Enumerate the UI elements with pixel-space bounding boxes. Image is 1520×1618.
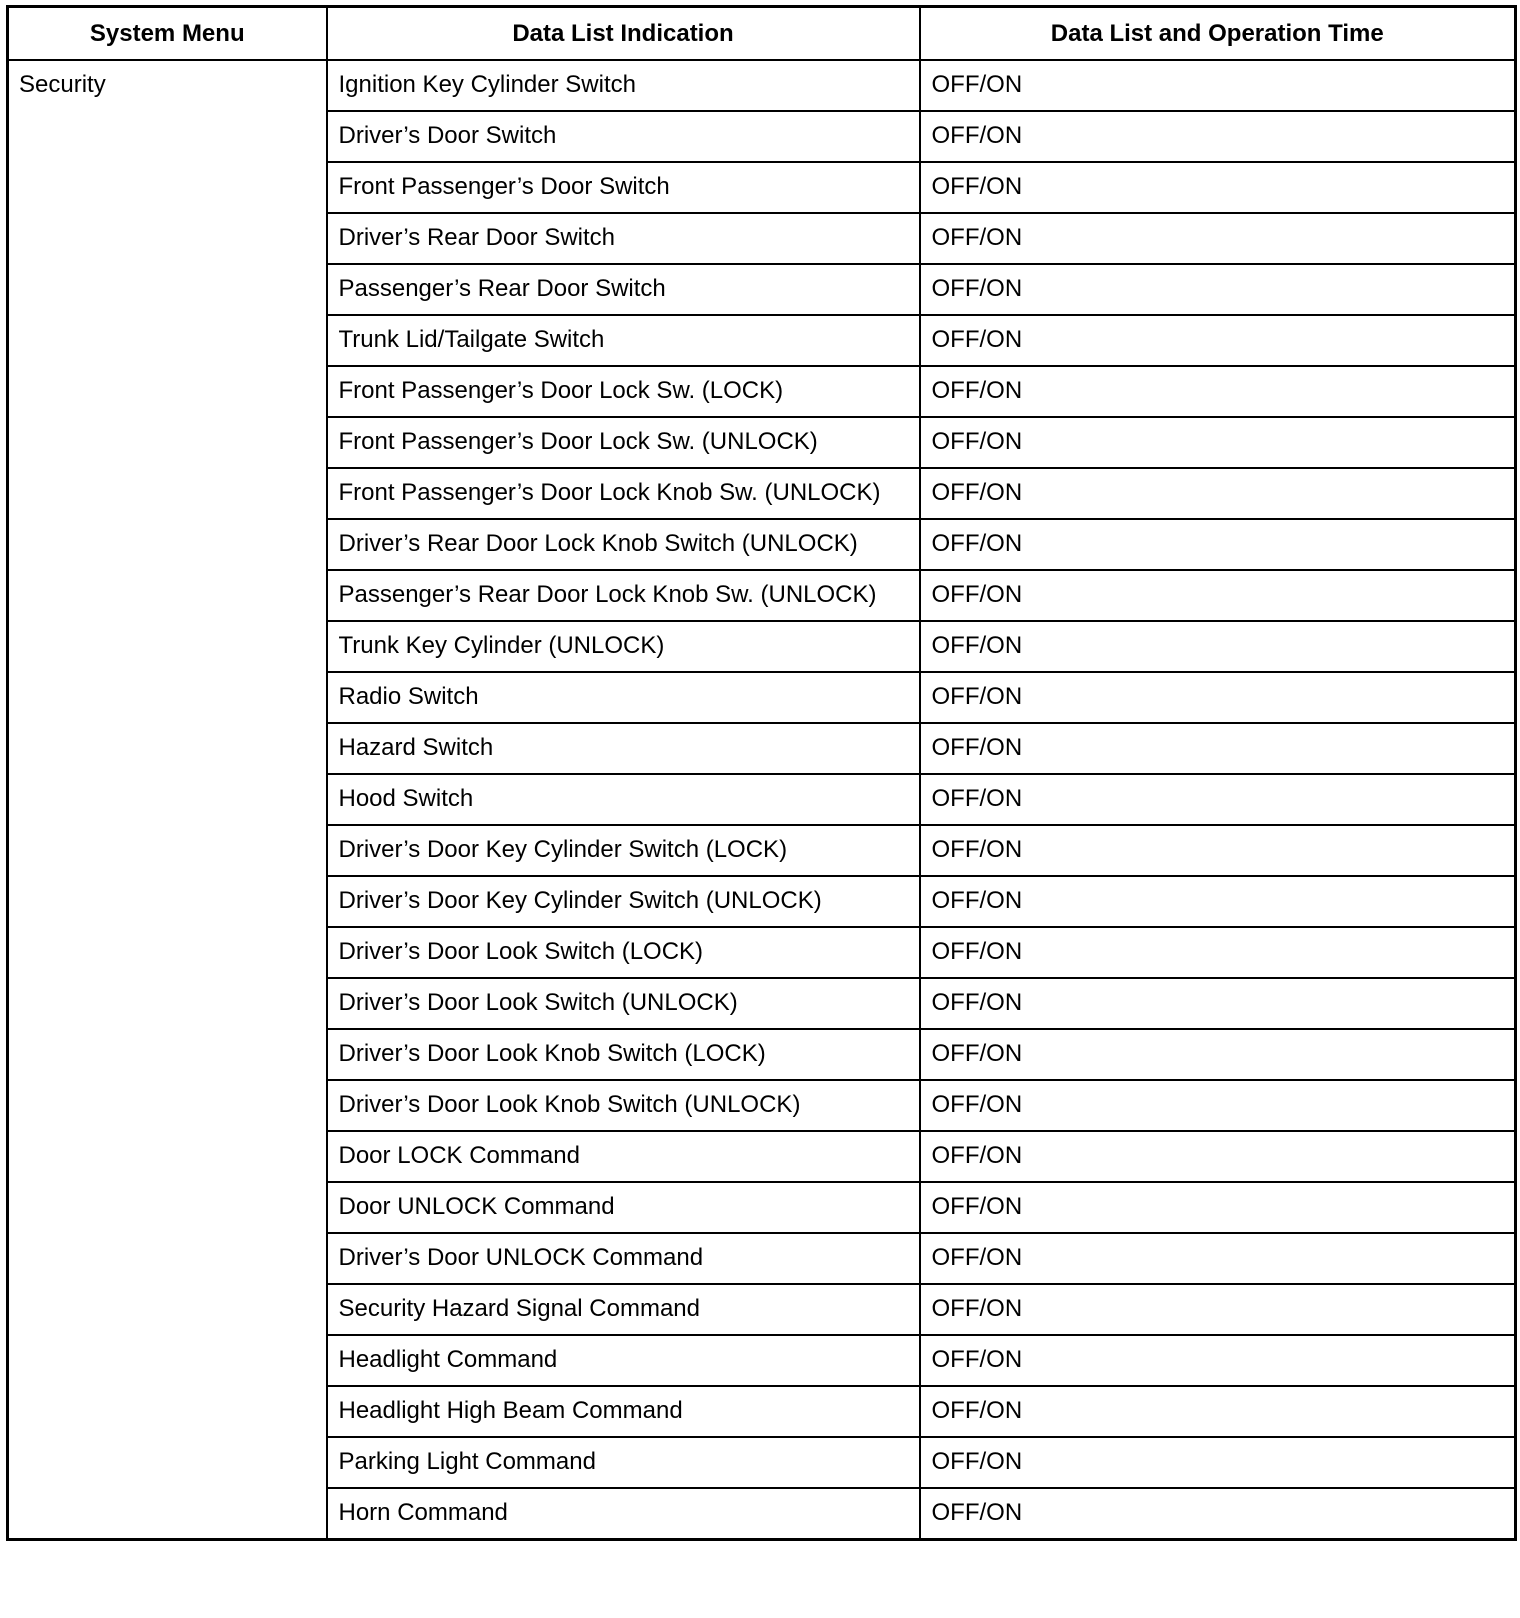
operation-value-cell: OFF/ON: [920, 1233, 1516, 1284]
operation-value-cell: OFF/ON: [920, 366, 1516, 417]
operation-value-cell: OFF/ON: [920, 774, 1516, 825]
operation-value-cell: OFF/ON: [920, 1029, 1516, 1080]
data-list-indication-cell: Security Hazard Signal Command: [327, 1284, 920, 1335]
header-system-menu: System Menu: [8, 7, 327, 61]
operation-value-cell: OFF/ON: [920, 825, 1516, 876]
data-list-indication-cell: Front Passenger’s Door Switch: [327, 162, 920, 213]
header-row: [8, 7, 1516, 61]
operation-value-cell: OFF/ON: [920, 111, 1516, 162]
data-list-indication-cell: Hood Switch: [327, 774, 920, 825]
operation-value-cell: OFF/ON: [920, 60, 1516, 111]
data-list-indication-cell: Passenger’s Rear Door Switch: [327, 264, 920, 315]
operation-value-cell: OFF/ON: [920, 315, 1516, 366]
data-list-indication-cell: Passenger’s Rear Door Lock Knob Sw. (UNLOCK): [327, 570, 920, 621]
data-list-indication-cell: Door UNLOCK Command: [327, 1182, 920, 1233]
system-menu-cell: Security: [8, 60, 327, 1539]
operation-value-cell: OFF/ON: [920, 162, 1516, 213]
data-list-indication-cell: Parking Light Command: [327, 1437, 920, 1488]
data-list-indication-cell: Driver’s Door Look Switch (UNLOCK): [327, 978, 920, 1029]
operation-value-cell: OFF/ON: [920, 672, 1516, 723]
header-data-list-indication: Data List Indication: [327, 7, 920, 61]
operation-value-cell: OFF/ON: [920, 519, 1516, 570]
header-data-list-operation-time: Data List and Operation Time: [920, 7, 1516, 61]
operation-value-cell: OFF/ON: [920, 1182, 1516, 1233]
data-list-indication-cell: Driver’s Door Look Switch (LOCK): [327, 927, 920, 978]
data-list-indication-cell: Hazard Switch: [327, 723, 920, 774]
data-list-indication-cell: Driver’s Door Switch: [327, 111, 920, 162]
data-list-indication-cell: Radio Switch: [327, 672, 920, 723]
data-list-indication-cell: Driver’s Rear Door Switch: [327, 213, 920, 264]
data-list-indication-cell: Headlight High Beam Command: [327, 1386, 920, 1437]
operation-value-cell: OFF/ON: [920, 1437, 1516, 1488]
operation-value-cell: OFF/ON: [920, 1335, 1516, 1386]
data-list-indication-cell: Front Passenger’s Door Lock Knob Sw. (UNLOCK): [327, 468, 920, 519]
operation-value-cell: OFF/ON: [920, 927, 1516, 978]
data-list-indication-cell: Driver’s Door Look Knob Switch (UNLOCK): [327, 1080, 920, 1131]
table-body: [8, 60, 1516, 1539]
operation-value-cell: OFF/ON: [920, 876, 1516, 927]
operation-value-cell: OFF/ON: [920, 570, 1516, 621]
data-list-indication-cell: Door LOCK Command: [327, 1131, 920, 1182]
operation-value-cell: OFF/ON: [920, 417, 1516, 468]
data-list-indication-cell: Driver’s Rear Door Lock Knob Switch (UNLOCK): [327, 519, 920, 570]
data-list-indication-cell: Trunk Lid/Tailgate Switch: [327, 315, 920, 366]
operation-value-cell: OFF/ON: [920, 264, 1516, 315]
data-list-indication-cell: Front Passenger’s Door Lock Sw. (LOCK): [327, 366, 920, 417]
operation-value-cell: OFF/ON: [920, 978, 1516, 1029]
table-row: [8, 60, 1516, 111]
operation-value-cell: OFF/ON: [920, 1131, 1516, 1182]
data-list-indication-cell: Headlight Command: [327, 1335, 920, 1386]
operation-value-cell: OFF/ON: [920, 723, 1516, 774]
data-list-indication-cell: Horn Command: [327, 1488, 920, 1539]
data-list-indication-cell: Trunk Key Cylinder (UNLOCK): [327, 621, 920, 672]
operation-value-cell: OFF/ON: [920, 468, 1516, 519]
data-list-indication-cell: Ignition Key Cylinder Switch: [327, 60, 920, 111]
data-list-indication-cell: Driver’s Door Look Knob Switch (LOCK): [327, 1029, 920, 1080]
operation-value-cell: OFF/ON: [920, 1488, 1516, 1539]
data-list-table: [6, 5, 1517, 1541]
operation-value-cell: OFF/ON: [920, 1080, 1516, 1131]
operation-value-cell: OFF/ON: [920, 1386, 1516, 1437]
data-list-indication-cell: Driver’s Door Key Cylinder Switch (LOCK): [327, 825, 920, 876]
data-list-indication-cell: Driver’s Door Key Cylinder Switch (UNLOCK): [327, 876, 920, 927]
operation-value-cell: OFF/ON: [920, 1284, 1516, 1335]
operation-value-cell: OFF/ON: [920, 213, 1516, 264]
data-list-indication-cell: Front Passenger’s Door Lock Sw. (UNLOCK): [327, 417, 920, 468]
data-list-indication-cell: Driver’s Door UNLOCK Command: [327, 1233, 920, 1284]
operation-value-cell: OFF/ON: [920, 621, 1516, 672]
